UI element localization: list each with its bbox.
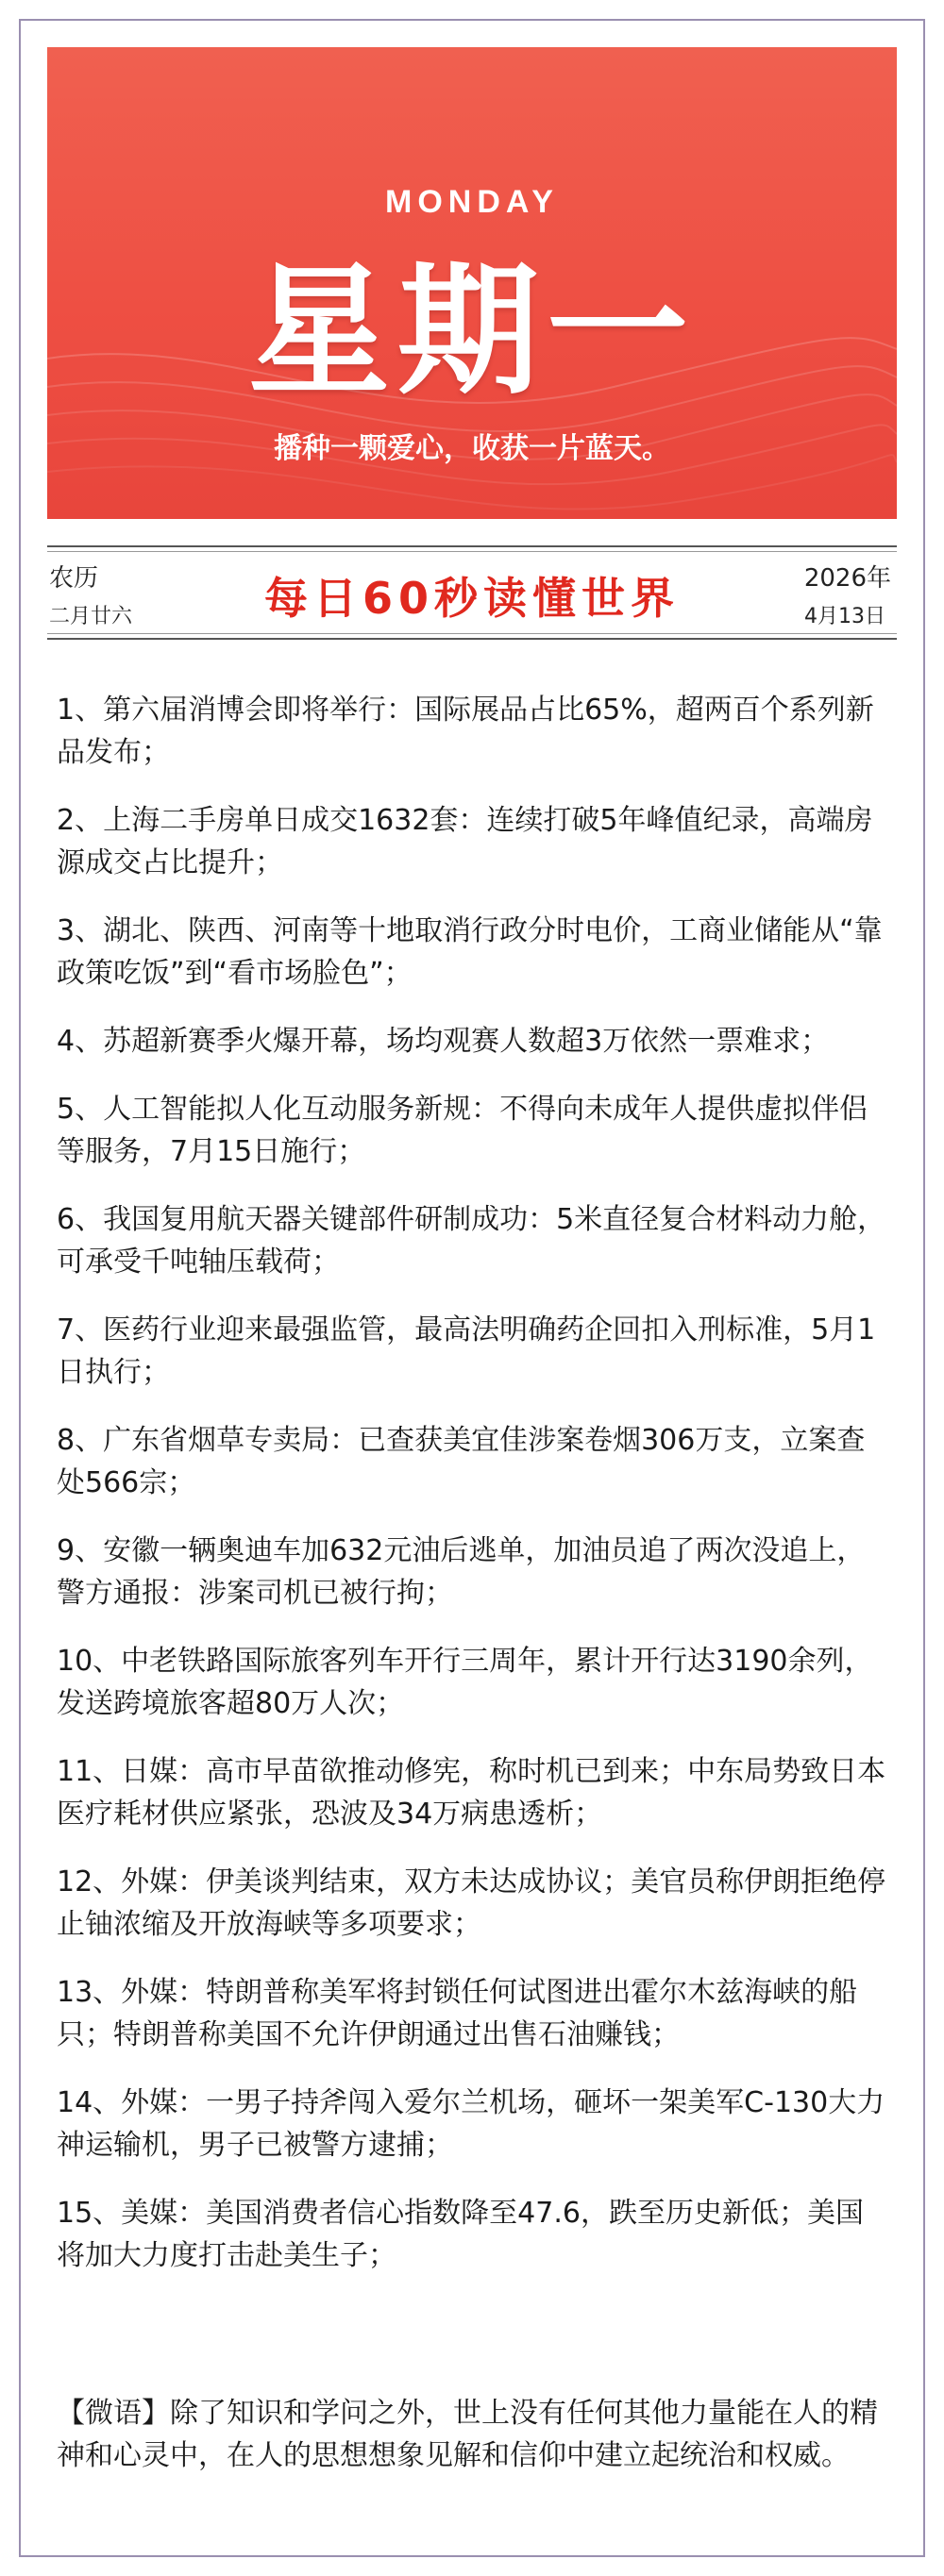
banner-slogan: 播种一颗爱心，收获一片蓝天。: [274, 432, 670, 465]
daily-quote: 【微语】除了知识和学问之外，世上没有任何其他力量能在人的精神和心灵中，在人的思想想象见解和信仰中建立起统治和权威。: [57, 2397, 878, 2472]
news-item: 4、苏超新赛季火爆开幕，场均观赛人数超3万依然一票难求；: [57, 1025, 830, 1058]
month-day-label: 4月13日: [804, 605, 885, 628]
news-item: 6、我国复用航天器关键部件研制成功：5米直径复合材料动力舱，可承受千吨轴压载荷；: [57, 1203, 886, 1279]
lunar-date: 二月廿六: [49, 605, 133, 628]
news-item: 7、医药行业迎来最强监管，最高法明确药企回扣入刑标准，5月1日执行；: [57, 1313, 876, 1389]
news-item: 14、外媒：一男子持斧闯入爱尔兰机场，砸坏一架美军C-130大力神运输机，男子已被警方逮捕；: [57, 2086, 885, 2162]
year-label: 2026年: [803, 564, 891, 593]
news-item: 10、中老铁路国际旅客列车开行三周年，累计开行达3190余列，发送跨境旅客超80万人次；: [57, 1645, 873, 1720]
weekday-chinese: 星期一: [247, 248, 696, 414]
news-list: [57, 689, 887, 2302]
divider: [47, 551, 897, 552]
news-item: 5、人工智能拟人化互动服务新规：不得向未成年人提供虚拟伴侣等服务，7月15日施行；: [57, 1093, 868, 1168]
news-item: 13、外媒：特朗普称美军将封锁任何试图进出霍尔木兹海峡的船只；特朗普称美国不允许伊朗通过出售石油赚钱；: [57, 1976, 858, 2051]
news-item: 9、安徽一辆奥迪车加632元油后逃单，加油员追了两次没追上，警方通报：涉案司机已被行拘；: [57, 1534, 866, 1610]
news-item: 1、第六届消博会即将举行：国际展品占比65%，超两百个系列新品发布；: [57, 694, 874, 769]
page-title: 每日60秒读懂世界: [263, 573, 680, 624]
lunar-label: 农历: [49, 564, 99, 593]
weekday-english: MONDAY: [385, 184, 559, 220]
news-item: 8、广东省烟草专卖局：已查获美宜佳涉案卷烟306万支，立案查处566宗；: [57, 1424, 866, 1499]
news-item: 3、湖北、陕西、河南等十地取消行政分时电价，工商业储能从“靠政策吃饭”到“看市场脸色”；: [57, 914, 883, 990]
news-item: 12、外媒：伊美谈判结束，双方未达成协议；美官员称伊朗拒绝停止铀浓缩及开放海峡等多项要求；: [57, 1865, 886, 1941]
date-header: [47, 545, 897, 640]
weekday-banner: [47, 47, 897, 519]
news-item: 2、上海二手房单日成交1632套：连续打破5年峰值纪录，高端房源成交占比提升；: [57, 804, 873, 879]
divider: [47, 633, 897, 634]
news-item: 15、美媒：美国消费者信心指数降至47.6，跌至历史新低；美国将加大力度打击赴美生子；: [57, 2197, 864, 2272]
news-item: 11、日媒：高市早苗欲推动修宪，称时机已到来；中东局势致日本医疗耗材供应紧张，恐波及34万病患透析；: [57, 1755, 886, 1831]
